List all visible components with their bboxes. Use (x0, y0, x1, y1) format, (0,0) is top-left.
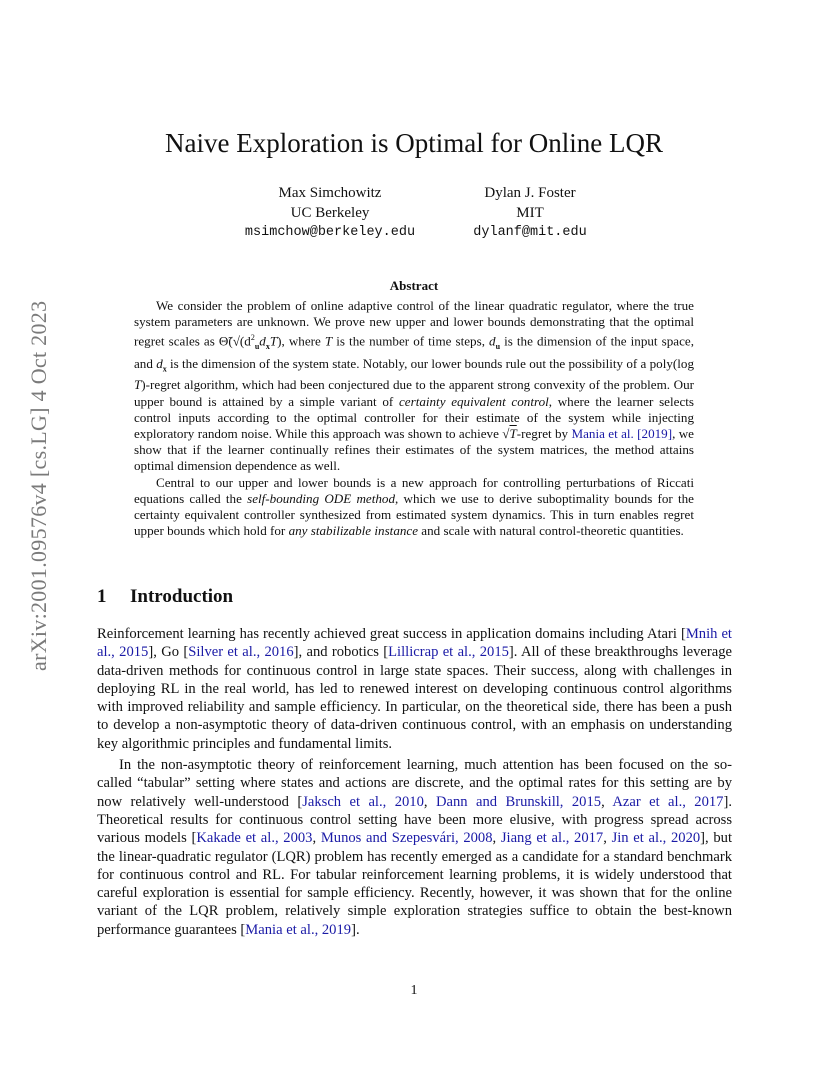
author-name: Max Simchowitz (278, 185, 382, 201)
body-text (97, 625, 732, 942)
abstract-paragraph-2: Central to our upper and lower bounds is a new approach for controlling perturbations of Riccati equations called the self-bounding ODE method, which we use to derive suboptimality bounds for the certainty equivalent controller synthesized from estimated system dynamics. This in turn enables regret upper bounds which hold for any stabilizable instance and scale with natural control-theoretic quantities. (134, 474, 694, 539)
citation-link[interactable]: Mania et al., 2019 (245, 921, 352, 938)
citation-link[interactable]: Mnih et al., 2015 (97, 626, 732, 661)
abstract-heading: Abstract (389, 278, 439, 293)
author-affiliation: UC Berkeley (290, 204, 370, 221)
citation-link[interactable]: Jiang et al., 2017 (500, 830, 604, 847)
abstract-emphasis: certainty equivalent control (398, 393, 549, 409)
section-heading (97, 586, 233, 608)
author-email[interactable]: dylanf@mit.edu (473, 225, 587, 240)
section-title: Introduction (130, 586, 234, 607)
body-paragraph-1: Reinforcement learning has recently achieved great success in application domains including Atari [Mnih et al., 2015], Go [Silver et al., 2016], and robotics [Lillicrap et al., 2015]. All of these breakthroughs leverage data-driven methods for continuous control in large state spaces. Their success, along with challenges in deploying RL in the real world, has led to renewed interest on developing continuous control algorithms with improved reliability and sample efficiency. In particular, on the theoretical side, there has been a push to develop a non-asymptotic theory of data-driven continuous control, with an emphasis on understanding key algorithmic principles and fundamental limits. (97, 626, 732, 752)
citation-link[interactable]: Munos and Szepesvári, 2008 (320, 830, 493, 847)
citation-link[interactable]: Dann and Brunskill, 2015 (435, 793, 602, 810)
citation-link[interactable]: Jin et al., 2020 (611, 830, 701, 847)
author-block-1 (230, 184, 430, 243)
author-email[interactable]: msimchow@berkeley.edu (244, 225, 416, 240)
abstract-paragraph-1: We consider the problem of online adaptive control of the linear quadratic regulator, where the true system parameters are unknown. We prove new upper and lower bounds demonstrating that the optimal regret scales as $\Thetã(√(d^2_ud_xT)$, where T is the number of time steps, $d_u$ is the dimension of the input space, and $d_x$ is the dimension of the system state. Notably, our lower bounds rule out the possibility of a poly(log T)-regret algorithm, which had been conjectured due to the apparent strong convexity of the problem. Our upper bound is attained by a simple variant of certainty equivalent control, where the learner selects control inputs according to the optimal controller for their estimate of the system while injecting exploratory random noise. While this approach was shown to achieve √T-regret by Mania et al. [2019], we show that if the learner continually refines their estimates of the system matrices, the method attains optimal dimension dependence as well. (134, 298, 694, 474)
body-paragraph-2: In the non-asymptotic theory of reinforcement learning, much attention has been focused on the so-called “tabular” setting where states and actions are discrete, and the optimal rates for this setting are by now relatively well-understood [Jaksch et al., 2010, Dann and Brunskill, 2015, Azar et al., 2017]. Theoretical results for continuous control setting have been more elusive, with progress spread across various models [Kakade et al., 2003, Munos and Szepesvári, 2008, Jiang et al., 2017, Jin et al., 2020], but the linear-quadratic regulator (LQR) problem has recently emerged as a candidate for a standard benchmark for continuous control and RL. For tabular reinforcement learning problems, it is widely understood that careful exploration is essential for sample efficiency. Recently, however, it was shown that for the online variant of the LQR problem, relatively simple exploration strategies suffice to obtain the best-known performance guarantees [Mania et al., 2019]. (97, 757, 733, 938)
citation-link[interactable]: Azar et al., 2017 (612, 793, 724, 810)
citation-link[interactable]: Lillicrap et al., 2015 (388, 644, 509, 661)
citation-link[interactable]: Kakade et al., 2003 (196, 830, 313, 847)
section-number: 1 (97, 586, 107, 607)
author-block-2 (430, 184, 630, 243)
citation-link[interactable]: Mania et al. [2019] (571, 426, 673, 441)
page-number: 1 (410, 983, 418, 998)
citation-link[interactable]: Silver et al., 2016 (188, 644, 294, 661)
citation-link[interactable]: Jaksch et al., 2010 (302, 793, 424, 810)
author-name: Dylan J. Foster (484, 185, 576, 201)
author-affiliation: MIT (516, 204, 544, 221)
arxiv-identifier-stamp: arXiv:2001.09576v4 [cs.LG] 4 Oct 2023 (26, 300, 51, 672)
paper-title: Naive Exploration is Optimal for Online LQR (165, 128, 663, 158)
abstract-text (134, 298, 694, 539)
